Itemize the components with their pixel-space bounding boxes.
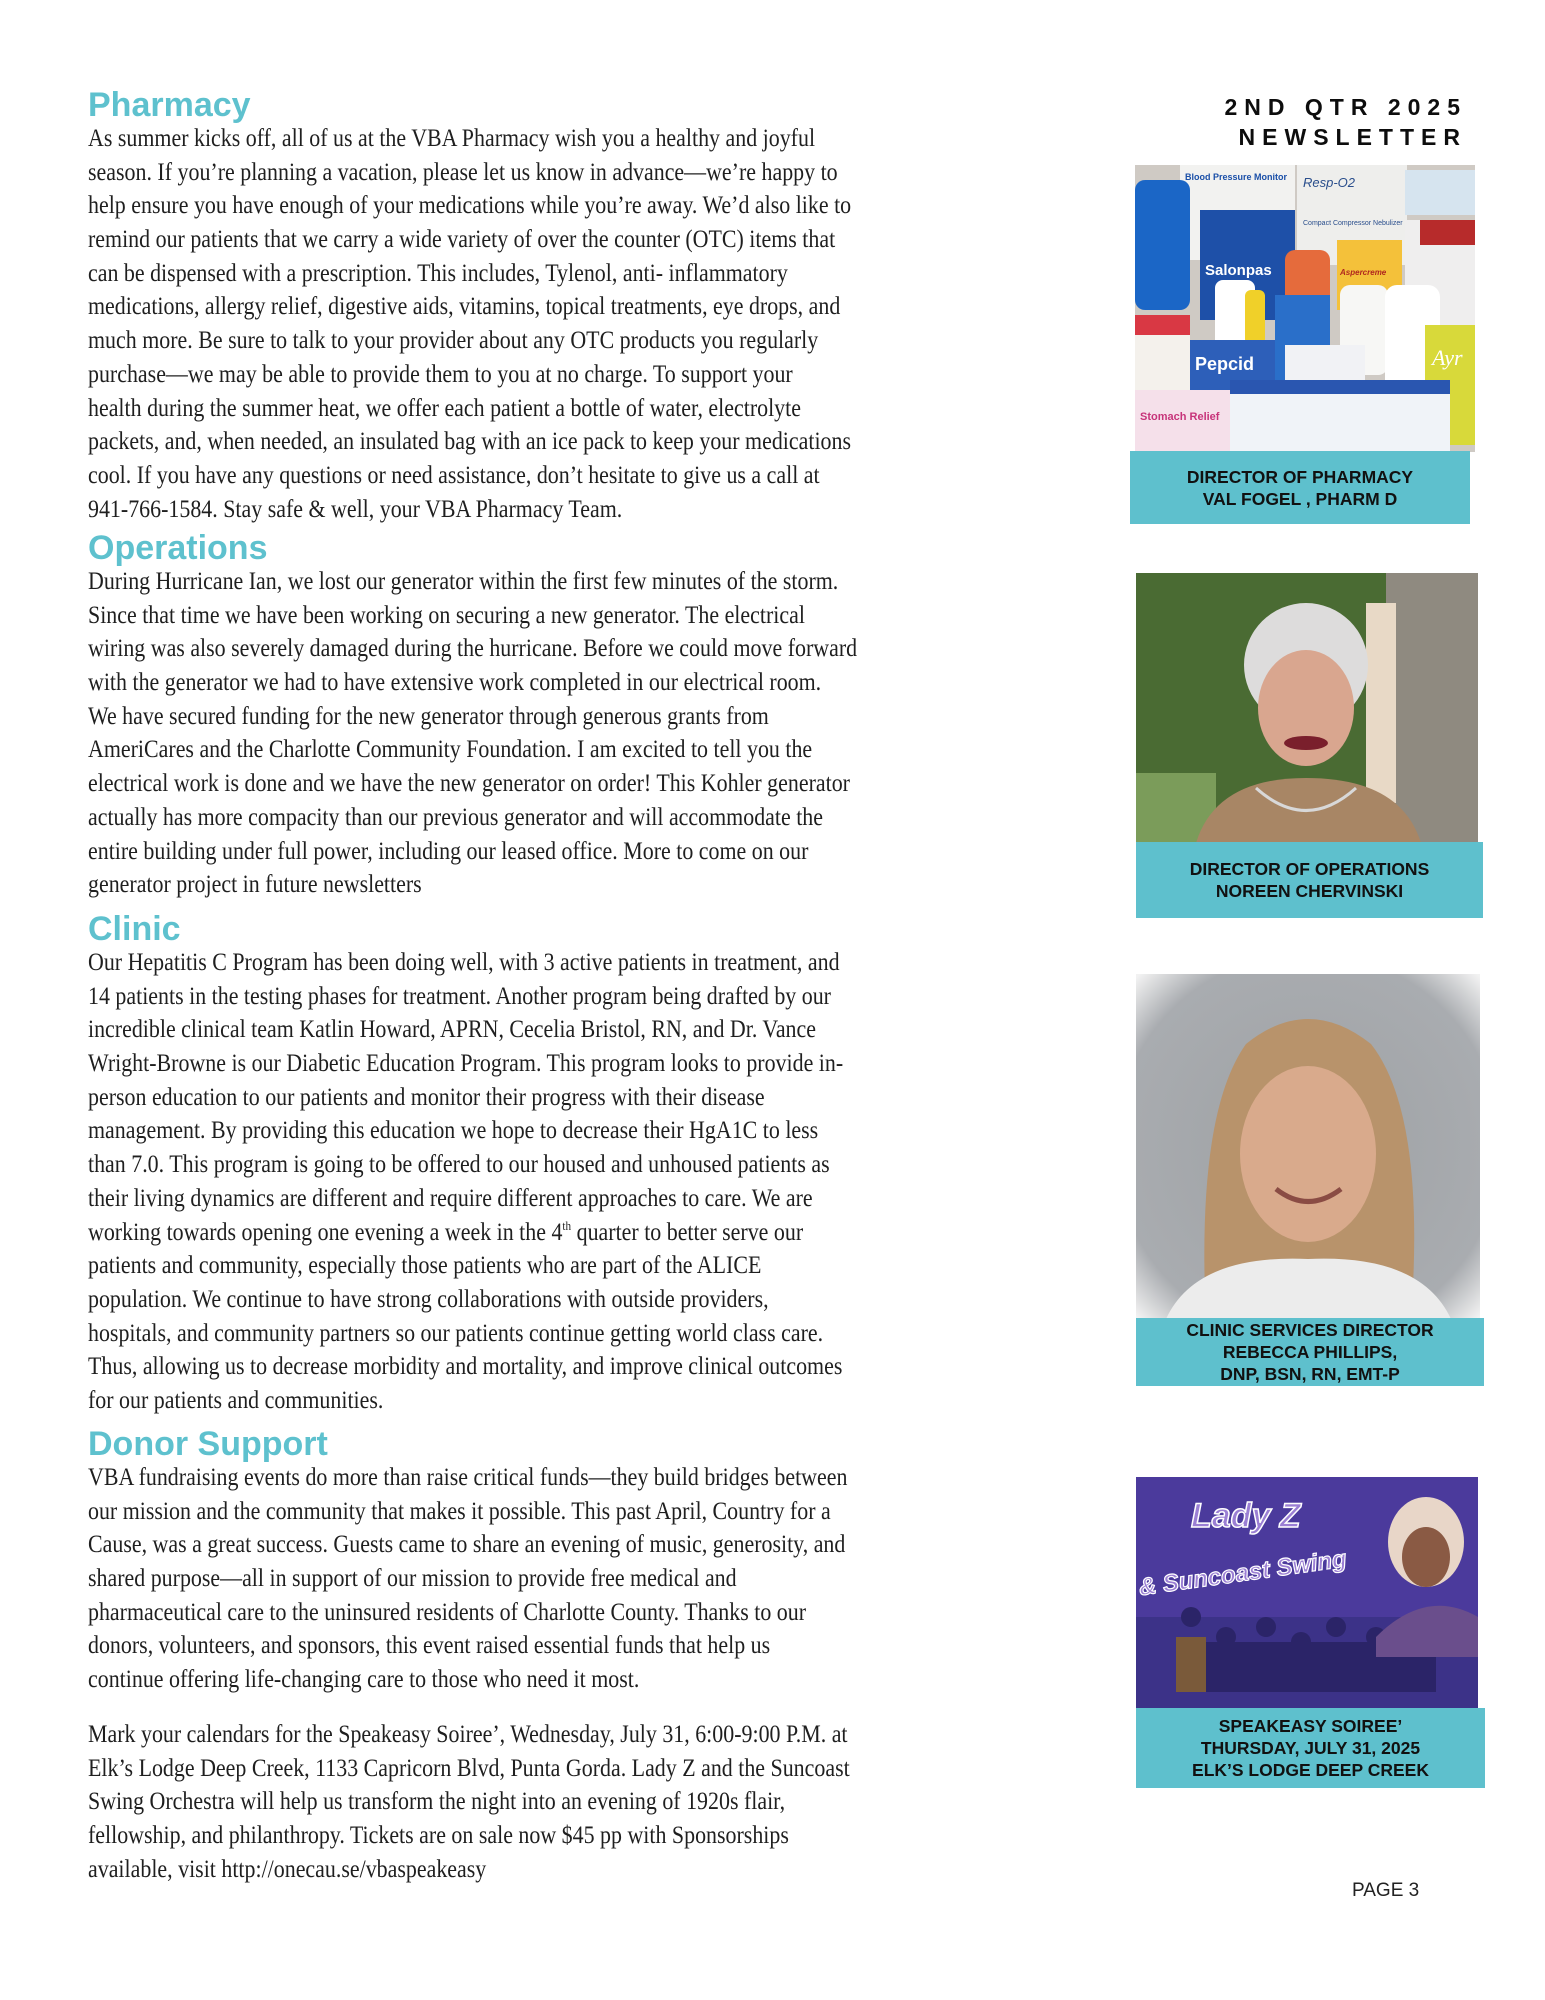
page-number: PAGE 3 xyxy=(1352,1880,1420,1901)
photo-label-pepcid: Pepcid xyxy=(1195,354,1255,374)
text-line: Wright-Browne is our Diabetic Education Program. This program looks to provide in- xyxy=(88,1048,844,1078)
text-line: wiring was also severely damaged during the hurricane. Before we could move forward xyxy=(88,633,858,663)
text-line: our mission and the community that makes it possible. This past April, Country for a xyxy=(88,1495,831,1525)
portrait-illustration xyxy=(1136,573,1478,843)
clinic-line-text-after: quarter to better serve our xyxy=(571,1216,804,1246)
text-line: Thus, allowing us to decrease morbidity and mortality, and improve clinical outcomes xyxy=(88,1351,843,1381)
heading-donor-support: Donor Support xyxy=(88,1425,328,1463)
text-line: purchase—we may be able to provide them to you at no charge. To support your xyxy=(88,358,793,388)
masthead-title: NEWSLETTER xyxy=(1238,124,1467,150)
event-poster xyxy=(1136,1477,1478,1708)
text-line: We have secured funding for the new generator through generous grants from xyxy=(88,700,769,730)
text-line: available, visit http://onecau.se/vbaspeakeasy xyxy=(88,1853,487,1883)
text-line: Cause, was a great success. Guests came to share an evening of music, generosity, and xyxy=(88,1529,846,1559)
text-line: much more. Be sure to talk to your provider about any OTC products you regularly xyxy=(88,325,819,355)
text-line: health during the summer heat, we offer each patient a bottle of water, electrolyte xyxy=(88,392,801,422)
text-line: management. By providing this education we hope to decrease their HgA1C to less xyxy=(88,1115,819,1145)
caption-line: DNP, BSN, RN, EMT-P xyxy=(1220,1364,1400,1384)
text-line: hospitals, and community partners so our patients continue getting world class care. xyxy=(88,1317,824,1347)
photo-label-stomach: Stomach Relief xyxy=(1140,411,1220,423)
text-line: continue offering life-changing care to those who need it most. xyxy=(88,1664,640,1694)
operations-director-caption xyxy=(1136,842,1483,918)
text-line: help ensure you have enough of your medications while you’re away. We’d also like to xyxy=(88,190,852,220)
text-line: VBA fundraising events do more than raise critical funds—they build bridges between xyxy=(88,1462,848,1491)
pharmacy-products-photo xyxy=(1135,165,1475,452)
photo-label-bp: Blood Pressure Monitor xyxy=(1185,172,1288,182)
text-line: entire building under full power, including our leased office. More to come on our xyxy=(88,835,809,865)
text-line: incredible clinical team Katlin Howard, APRN, Cecelia Bristol, RN, and Dr. Vance xyxy=(88,1014,816,1044)
text-line: Mark your calendars for the Speakeasy Soiree’, Wednesday, July 31, 6:00-9:00 P.M. at xyxy=(88,1719,848,1748)
caption-line: THURSDAY, JULY 31, 2025 xyxy=(1200,1738,1421,1758)
text-line: medications, allergy relief, digestive aids, vitamins, topical treatments, eye drops, and xyxy=(88,291,841,321)
poster-title-suncoast-swing: & Suncoast Swing xyxy=(1137,1545,1349,1602)
text-line: generator project in future newsletters xyxy=(88,869,422,899)
caption-line: VAL FOGEL , PHARM D xyxy=(1202,488,1398,509)
text-line: As summer kicks off, all of us at the VBA Pharmacy wish you a healthy and joyful xyxy=(88,123,816,152)
operations-director-photo xyxy=(1136,573,1478,843)
text-line: their living dynamics are different and require different approaches to care. We are xyxy=(88,1182,813,1212)
text-line: cool. If you have any questions or need assistance, don’t hesitate to give us a call at xyxy=(88,459,820,489)
clinic-body xyxy=(88,945,1108,1417)
text-line: Our Hepatitis C Program has been doing well, with 3 active patients in treatment, and xyxy=(88,947,840,976)
clinic-lines-part1 xyxy=(88,945,1108,1215)
photo-label-aspercreme: Aspercreme xyxy=(1340,268,1387,277)
text-line: season. If you’re planning a vacation, please let us know in advance—we’re happy to xyxy=(88,156,838,186)
text-line: 14 patients in the testing phases for treatment. Another program being drafted by our xyxy=(88,980,831,1010)
clinic-lines-part2 xyxy=(88,1248,1108,1416)
text-line: patients and community, especially those patients who are part of the ALICE xyxy=(88,1250,762,1280)
caption-line: ELK’S LODGE DEEP CREEK xyxy=(1192,1760,1429,1780)
photo-label-salonpas: Salonpas xyxy=(1205,262,1272,279)
text-line: can be dispensed with a prescription. This includes, Tylenol, anti- inflammatory xyxy=(88,257,788,287)
text-line: pharmaceutical care to the uninsured residents of Charlotte County. Thanks to our xyxy=(88,1596,807,1626)
text-line: actually has more compacity than our previous generator and will accommodate the xyxy=(88,801,824,831)
photo-label-resp: Resp-O2 xyxy=(1303,175,1356,190)
clinic-line-text: working towards opening one evening a week in the 4 xyxy=(88,1216,563,1246)
text-line: remind our patients that we carry a wide variety of over the counter (OTC) items that xyxy=(88,224,836,254)
heading-operations: Operations xyxy=(88,529,268,567)
text-line: than 7.0. This program is going to be offered to our housed and unhoused patients as xyxy=(88,1149,830,1179)
pharmacy-body xyxy=(88,121,1108,525)
text-line: Swing Orchestra will help us transform the night into an evening of 1920s flair, xyxy=(88,1786,786,1816)
donor-event-paragraph xyxy=(88,1717,1108,1885)
text-line: shared purpose—all in support of our mission to provide free medical and xyxy=(88,1563,737,1593)
text-line: donors, volunteers, and sponsors, this event raised essential funds that help us xyxy=(88,1630,771,1660)
text-line: person education to our patients and monitor their progress with their disease xyxy=(88,1081,765,1111)
otc-products-illustration xyxy=(1135,165,1475,452)
text-line: fellowship, and philanthropy. Tickets are on sale now $45 pp with Sponsorships xyxy=(88,1820,789,1850)
text-line: for our patients and communities. xyxy=(88,1384,384,1414)
text-line: Since that time we have been working on securing a new generator. The electrical xyxy=(88,599,805,629)
donor-body xyxy=(88,1460,1108,1696)
photo-label-ayr: Ayr xyxy=(1432,345,1463,370)
caption-line: DIRECTOR OF OPERATIONS xyxy=(1189,859,1430,879)
operations-body xyxy=(88,564,1108,901)
poster-title-lady-z: Lady Z xyxy=(1191,1497,1301,1535)
text-line: 941-766-1584. Stay safe & well, your VBA Pharmacy Team. xyxy=(88,493,623,523)
text-line: electrical work is done and we have the new generator on order! This Kohler generator xyxy=(88,768,850,798)
text-line: AmeriCares and the Charlotte Community Foundation. I am excited to tell you the xyxy=(88,734,813,764)
masthead-quarter: 2ND QTR 2025 xyxy=(1224,94,1467,120)
heading-pharmacy: Pharmacy xyxy=(88,86,251,124)
heading-clinic: Clinic xyxy=(88,910,181,948)
text-line: packets, and, when needed, an insulated bag with an ice pack to keep your medications xyxy=(88,426,852,456)
text-line: Elk’s Lodge Deep Creek, 1133 Capricorn Blvd, Punta Gorda. Lady Z and the Suncoast xyxy=(88,1752,850,1782)
newsletter-masthead xyxy=(1224,92,1467,152)
caption-line: DIRECTOR OF PHARMACY xyxy=(1186,466,1414,487)
caption-line: NOREEN CHERVINSKI xyxy=(1215,881,1404,901)
text-line xyxy=(88,1215,965,1249)
ordinal-suffix: th xyxy=(562,1217,572,1233)
caption-line: CLINIC SERVICES DIRECTOR xyxy=(1186,1320,1434,1340)
event-caption xyxy=(1136,1708,1485,1788)
photo-label-nebulizer: Compact Compressor Nebulizer xyxy=(1303,220,1403,227)
pharmacy-director-caption xyxy=(1130,451,1470,524)
portrait-illustration xyxy=(1136,974,1480,1319)
caption-line: REBECCA PHILLIPS, xyxy=(1222,1342,1398,1362)
caption-line: SPEAKEASY SOIREE’ xyxy=(1218,1716,1403,1736)
lady-z-band-illustration xyxy=(1136,1477,1478,1708)
clinic-director-photo xyxy=(1136,974,1480,1319)
clinic-director-caption xyxy=(1136,1318,1484,1386)
text-line: with the generator we had to have extensive work completed in our electrical room. xyxy=(88,667,822,697)
text-line: During Hurricane Ian, we lost our generator within the first few minutes of the storm. xyxy=(88,566,839,595)
text-line: population. We continue to have strong collaborations with outside providers, xyxy=(88,1283,769,1313)
